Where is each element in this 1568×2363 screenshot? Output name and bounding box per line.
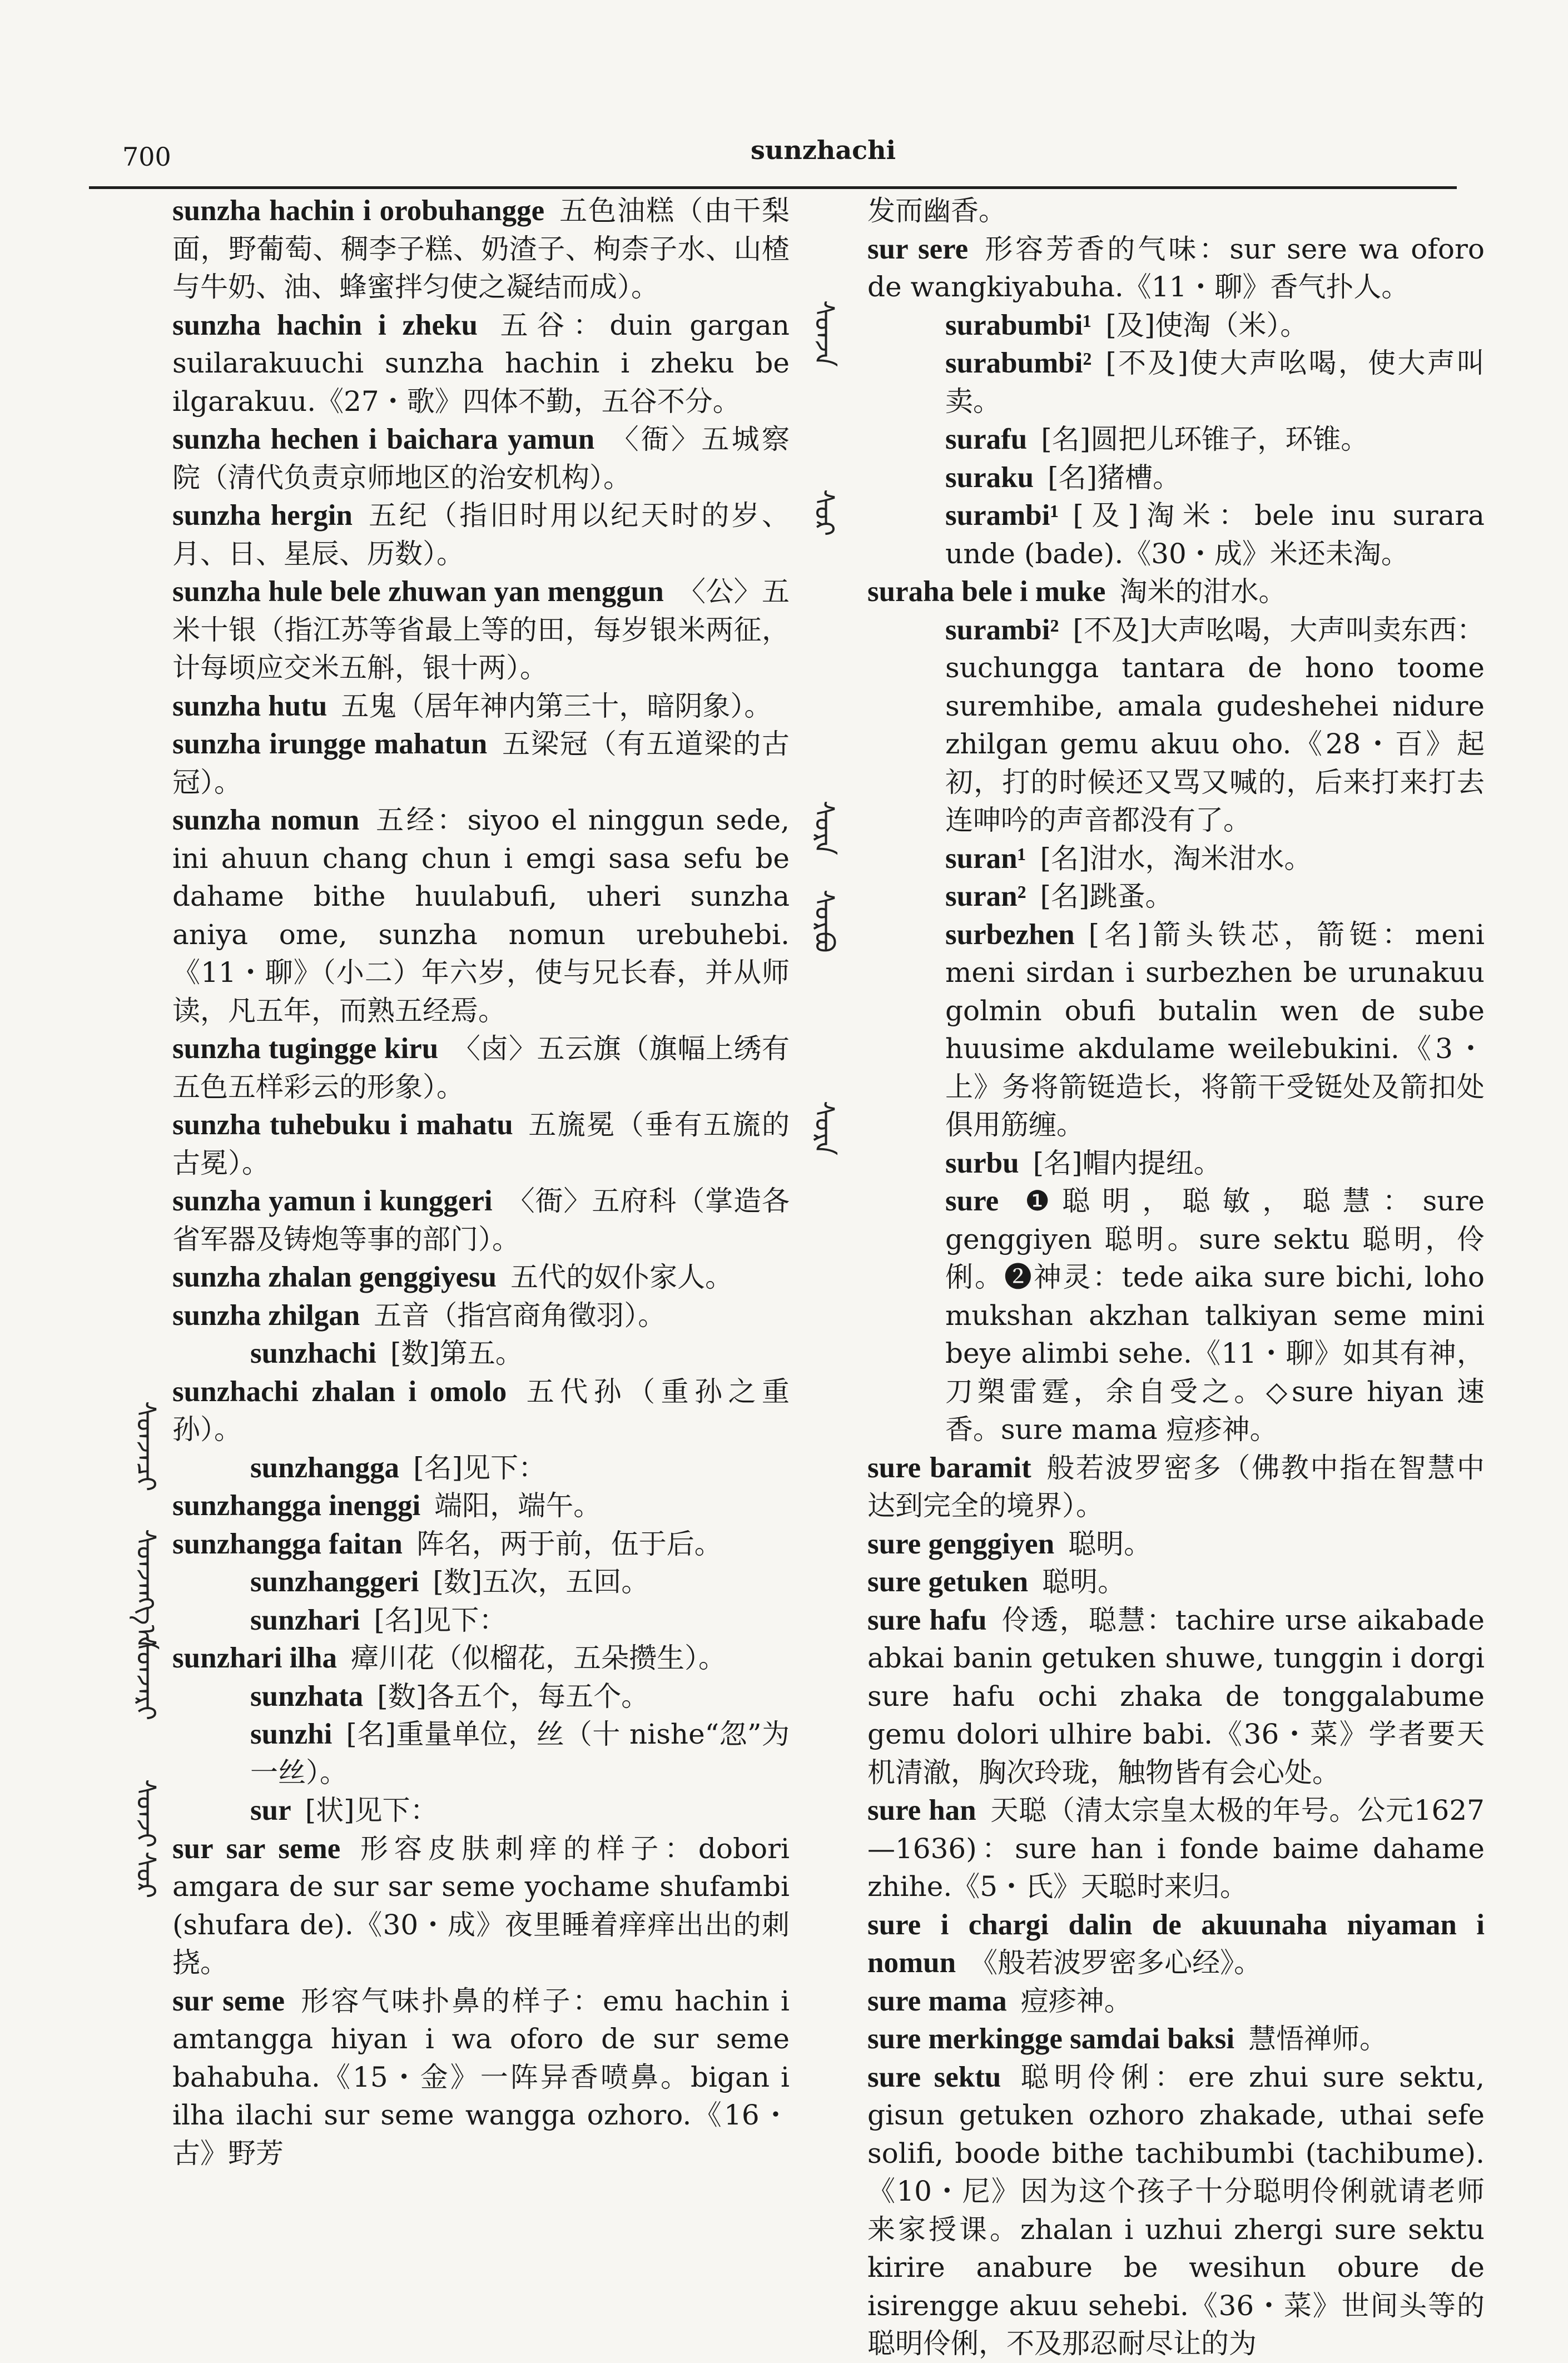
entry-headword: sur sere: [867, 232, 969, 265]
dictionary-entry: [867, 2020, 1485, 2058]
entry-definition: 五旒冕（垂有五旒的古冕）。: [172, 1109, 790, 1179]
dictionary-entry: [172, 801, 790, 1030]
entry-definition: 发而幽香。: [867, 195, 1006, 227]
entry-headword: sur sar seme: [172, 1832, 341, 1865]
dictionary-entry: [172, 1106, 790, 1182]
dictionary-entry: [172, 1487, 790, 1525]
entry-definition: [名]见下：: [374, 1604, 507, 1636]
entry-definition: [名]猪槽。: [1048, 461, 1181, 494]
dictionary-entry: [172, 1449, 790, 1487]
entry-headword: sunzhachi zhalan i omolo: [172, 1375, 507, 1408]
entry-headword: sunzha hule bele zhuwan yan menggun: [172, 575, 664, 608]
entry-headword: surbezhen: [945, 918, 1075, 951]
margin-script-mark: ᠰᠤᠨᠵᠠᠴᠢ: [130, 1401, 161, 1492]
entry-definition: 五音（指宫商角徵羽）。: [374, 1299, 666, 1332]
entry-definition: 阵名，两于前，伍于后。: [416, 1527, 722, 1560]
entry-definition: 形容皮肤刺痒的样子：dobori amgara de sur sar seme yochame shufambi (shufara de).《30・成》夜里睡着痒痒出出的刺挠。: [172, 1832, 790, 1979]
entry-headword: sunzha zhilgan: [172, 1299, 360, 1332]
dictionary-entry: [172, 1525, 790, 1563]
entry-headword: suraku: [945, 461, 1034, 494]
entry-headword: sunzhangga inenggi: [172, 1490, 421, 1522]
entry-headword: surbu: [945, 1146, 1019, 1179]
entry-headword: sunzhari: [250, 1604, 360, 1636]
entry-headword: sunzhangga faitan: [172, 1527, 403, 1560]
right-column: [867, 192, 1485, 2363]
dictionary-entry: [867, 877, 1485, 916]
dictionary-entry: [867, 1449, 1485, 1525]
entry-definition: 瘴川花（似榴花，五朵攒生）。: [351, 1642, 727, 1674]
entry-headword: sunzhari ilha: [172, 1642, 338, 1674]
entry-definition: 〈卤〉五云旗（旗幅上绣有五色五样彩云的形象）。: [172, 1032, 790, 1103]
entry-headword: surabumbi²: [945, 347, 1092, 379]
dictionary-entry: [172, 306, 790, 421]
entry-definition: [状]见下：: [305, 1794, 438, 1826]
margin-script-mark: ᠰᠤᠷᠪᠤ: [808, 890, 840, 953]
entry-headword: sunzhata: [250, 1680, 364, 1712]
entry-definition: 天聪（清太宗皇太极的年号。公元1627—1636)：sure han i fonde baime dahame zhihe.《5・氏》天聪时来归。: [867, 1794, 1485, 1903]
entry-headword: sunzha yamun i kunggeri: [172, 1185, 493, 1217]
dictionary-entry: [172, 1601, 790, 1640]
entry-definition: 五色油糕（由干梨面，野葡萄、稠李子糕、奶渣子、枸柰子水、山楂与牛奶、油、蜂蜜拌匀使之凝结而成）。: [172, 195, 790, 303]
entry-definition: 五鬼（居年神内第三十，暗阴象）。: [341, 689, 772, 722]
entry-definition: 痘疹神。: [1020, 1984, 1132, 2017]
dictionary-entry: [867, 840, 1485, 878]
entry-headword: sure hafu: [867, 1604, 987, 1636]
entry-definition: [数]第五。: [390, 1337, 523, 1369]
entry-headword: sure merkingge samdai baksi: [867, 2023, 1235, 2055]
dictionary-entry: [172, 1715, 790, 1791]
entry-definition: 伶透，聪慧：tachire urse aikabade abkai banin getuken shuwe, tunggin i dorgi sure hafu ochi zhaka de tonggalabume gemu dolori ulhire babi.《36・菜》学者要天机清澈，胸次玲珑，触物皆有会心处。: [867, 1604, 1485, 1789]
entry-definition: [名]见下：: [413, 1451, 547, 1484]
entry-definition: [名]圆把儿环锥子，环锥。: [1041, 423, 1369, 455]
dictionary-entry: [867, 1525, 1485, 1563]
dictionary-entry: [172, 1677, 790, 1716]
entry-definition: ❶聪明，聪敏，聪慧：sure genggiyen 聪明。sure sektu 聪明，伶俐。❷神灵：tede aika sure bichi, loho mukshan akzhan talkiyan seme mini beye alimbi sehe.《11・聊》如其有神，刀槊雷霆，余自受之。◇sure hiyan 速香。sure mama 痘疹神。: [945, 1185, 1485, 1446]
dictionary-entry: [172, 497, 790, 573]
entry-definition: 《般若波罗密多心经》。: [970, 1947, 1262, 1979]
dictionary-entry: [867, 916, 1485, 1144]
entry-headword: sure mama: [867, 1984, 1007, 2017]
entry-headword: sunzha hachin i zheku: [172, 309, 478, 341]
dictionary-entry: [172, 1982, 790, 2173]
entry-headword: sure baramit: [867, 1451, 1031, 1484]
dictionary-entry: [867, 1906, 1485, 1982]
margin-script-mark: ᠰᠤᠷᠠ: [808, 801, 840, 856]
entry-headword: sunzha zhalan genggiyesu: [172, 1261, 497, 1293]
entry-definition: [及]使淘（米）。: [1105, 309, 1308, 341]
dictionary-entry: [172, 1334, 790, 1373]
entry-headword: sunzha tugingge kiru: [172, 1032, 439, 1065]
dictionary-entry: [172, 1639, 790, 1677]
entry-definition: 形容气味扑鼻的样子：emu hachin i amtangga hiyan i wa oforo de sur seme bahabuha.《15・金》一阵异香喷鼻。bigan i ilha ilachi sur seme wangga ozhoro.《16・古》野芳: [172, 1984, 790, 2170]
dictionary-entry: [172, 573, 790, 687]
margin-script-mark: ᠰᠤᠷ: [808, 489, 840, 537]
dictionary-entry: [172, 1297, 790, 1335]
dictionary-entry: [172, 687, 790, 726]
margin-script-mark: ᠰᠤᠷ: [130, 1851, 161, 1899]
entry-headword: sunzha tuhebuku i mahatu: [172, 1109, 513, 1141]
margin-script-mark: ᠰᠤᠷᠡ: [808, 1101, 840, 1156]
entry-headword: sunzha nomun: [172, 804, 360, 836]
dictionary-entry: [867, 1791, 1485, 1906]
dictionary-entry: [867, 192, 1485, 230]
margin-script-mark: ᠰᠤᠨᠵᠢ: [130, 1779, 161, 1848]
dictionary-entry: [172, 192, 790, 306]
dictionary-entry: [172, 1791, 790, 1830]
entry-definition: 慧悟禅师。: [1248, 2023, 1388, 2055]
dictionary-entry: [172, 1830, 790, 1982]
entry-definition: 五经：siyoo el ninggun sede, ini ahuun chang chun i emgi sasa sefu be dahame bithe huulabufi, uheri sunzha aniya ome, sunzha nomun urebuhebi.《11・聊》（小二）年六岁，使与兄长春，并从师读，凡五年，而熟五经焉。: [172, 804, 790, 1027]
entry-definition: 聪明。: [1042, 1566, 1126, 1598]
dictionary-entry: [867, 230, 1485, 306]
entry-definition: [不及]使大声吆喝，使大声叫卖。: [945, 347, 1485, 418]
entry-definition: [名]跳蚤。: [1040, 880, 1173, 912]
entry-definition: 〈衙〉五城察院（清代负责京师地区的治安机构）。: [172, 423, 790, 494]
entry-headword: suraha bele i muke: [867, 575, 1106, 608]
entry-headword: sunzha hergin: [172, 499, 353, 532]
dictionary-entry: [867, 573, 1485, 611]
entry-headword: surabumbi¹: [945, 309, 1092, 341]
entry-definition: 〈公〉五米十银（指江苏等省最上等的田，每岁银米两征，计每顷应交米五斛，银十两）。: [172, 575, 790, 684]
entry-headword: sure: [945, 1185, 999, 1217]
dictionary-entry: [867, 459, 1485, 497]
entry-headword: suran¹: [945, 842, 1026, 875]
dictionary-entry: [172, 1030, 790, 1106]
entry-headword: surafu: [945, 423, 1028, 455]
entry-definition: [及]淘米：bele inu surara unde (bade).《30・成》米还未淘。: [945, 499, 1485, 570]
dictionary-entry: [867, 1563, 1485, 1601]
dictionary-entry: [867, 497, 1485, 573]
entry-headword: sur seme: [172, 1984, 285, 2017]
dictionary-entry: [172, 725, 790, 801]
dictionary-entry: [172, 1258, 790, 1297]
dictionary-entry: [172, 1182, 790, 1258]
entry-definition: 五代的奴仆家人。: [510, 1261, 733, 1293]
dictionary-entry: [172, 1563, 790, 1601]
page-header: [83, 131, 1457, 170]
dictionary-entry: [867, 306, 1485, 345]
entry-headword: sure han: [867, 1794, 976, 1826]
entry-headword: sunzhi: [250, 1718, 333, 1750]
page-number: 700: [122, 142, 171, 172]
running-head: sunzhachi: [751, 135, 896, 165]
dictionary-entry: [867, 1144, 1485, 1183]
entry-definition: [数]各五个，每五个。: [377, 1680, 649, 1712]
entry-definition: 淘米的泔水。: [1119, 575, 1287, 608]
entry-headword: surambi¹: [945, 499, 1059, 532]
entry-definition: [名]帽内提纽。: [1033, 1146, 1222, 1179]
margin-script-mark: ᠰᠤᠨᠵᠠᠷᠢ: [130, 1635, 161, 1721]
margin-script-mark: ᠰᠤᠨᠵᠠ: [808, 300, 840, 367]
dictionary-entry: [867, 2058, 1485, 2363]
entry-headword: sure sektu: [867, 2061, 1001, 2093]
entry-definition: 五代孙（重孙之重孙）。: [172, 1375, 790, 1446]
entry-headword: suran²: [945, 880, 1026, 912]
entry-definition: [数]五次，五回。: [433, 1566, 649, 1598]
dictionary-entry: [867, 1982, 1485, 2021]
left-column: [172, 192, 790, 2172]
entry-definition: 聪明。: [1068, 1527, 1152, 1560]
margin-script-mark: ᠰᠤᠨᠵᠠᠩᠭ᠎ᠠ: [130, 1529, 161, 1650]
entry-headword: sure i chargi dalin de akuunaha niyaman i nomun: [867, 1908, 1485, 1979]
dictionary-entry: [867, 420, 1485, 459]
dictionary-entry: [867, 1182, 1485, 1449]
entry-definition: 五谷：duin gargan suilarakuuchi sunzha hachin i zheku be ilgarakuu.《27・歌》四体不勤，五谷不分。: [172, 309, 790, 418]
entry-headword: sur: [250, 1794, 291, 1826]
dictionary-entry: [867, 611, 1485, 840]
entry-definition: [名]泔水，淘米泔水。: [1040, 842, 1312, 875]
entry-headword: sure genggiyen: [867, 1527, 1055, 1560]
entry-headword: surambi²: [945, 613, 1059, 646]
entry-definition: 五纪（指旧时用以纪天时的岁、月、日、星辰、历数）。: [172, 499, 790, 570]
entry-definition: 〈衙〉五府科（掌造各省军器及铸炮等事的部门）。: [172, 1185, 790, 1255]
entry-definition: 般若波罗密多（佛教中指在智慧中达到完全的境界）。: [867, 1451, 1485, 1522]
entry-definition: 聪明伶俐：ere zhui sure sektu, gisun getuken ozhoro zhakade, uthai sefe solifi, boode bithe tachibumbi (tachibume).《10・尼》因为这个孩子十分聪明伶俐就请老师来家授课。zhalan i uzhui zhergi sure sektu kirire anabure be wesihun obure de isirengge akuu sehebi.《36・菜》世间头等的聪明伶俐，不及那忍耐尽让的为: [867, 2061, 1485, 2360]
entry-definition: [名]重量单位，丝（十 nishe“忽”为一丝）。: [250, 1718, 790, 1789]
entry-headword: sure getuken: [867, 1566, 1029, 1598]
entry-headword: sunzha irungge mahatun: [172, 728, 488, 760]
dictionary-entry: [172, 1373, 790, 1449]
entry-headword: sunzhanggeri: [250, 1566, 419, 1598]
entry-headword: sunzha hachin i orobuhangge: [172, 195, 545, 227]
entry-headword: sunzhachi: [250, 1337, 376, 1369]
entry-headword: sunzha hechen i baichara yamun: [172, 423, 595, 455]
entry-definition: [名]箭头铁芯，箭铤：meni meni sirdan i surbezhen be urunakuu golmin obufi butalin wen de sube huusime akdulame weilebukini.《3・上》务将箭铤造长，将箭干受铤处及箭扣处俱用筋缠。: [945, 918, 1485, 1141]
entry-headword: sunzha hutu: [172, 689, 328, 722]
dictionary-entry: [867, 1601, 1485, 1792]
entry-headword: sunzhangga: [250, 1451, 400, 1484]
entry-definition: 五梁冠（有五道梁的古冠）。: [172, 728, 790, 798]
dictionary-entry: [172, 420, 790, 497]
entry-definition: 端阳，端午。: [434, 1490, 602, 1522]
header-rule: [89, 186, 1457, 189]
dictionary-entry: [867, 344, 1485, 420]
entry-definition: [不及]大声吆喝，大声叫卖东西：suchungga tantara de hono toome suremhibe, amala gudeshehei nidure zhilgan gemu akuu oho.《28・百》起初，打的时候还又骂又喊的，后来打来打去连呻吟的声音都没有了。: [945, 613, 1485, 836]
entry-definition: 形容芳香的气味：sur sere wa oforo de wangkiyabuha.《11・聊》香气扑人。: [867, 232, 1485, 303]
